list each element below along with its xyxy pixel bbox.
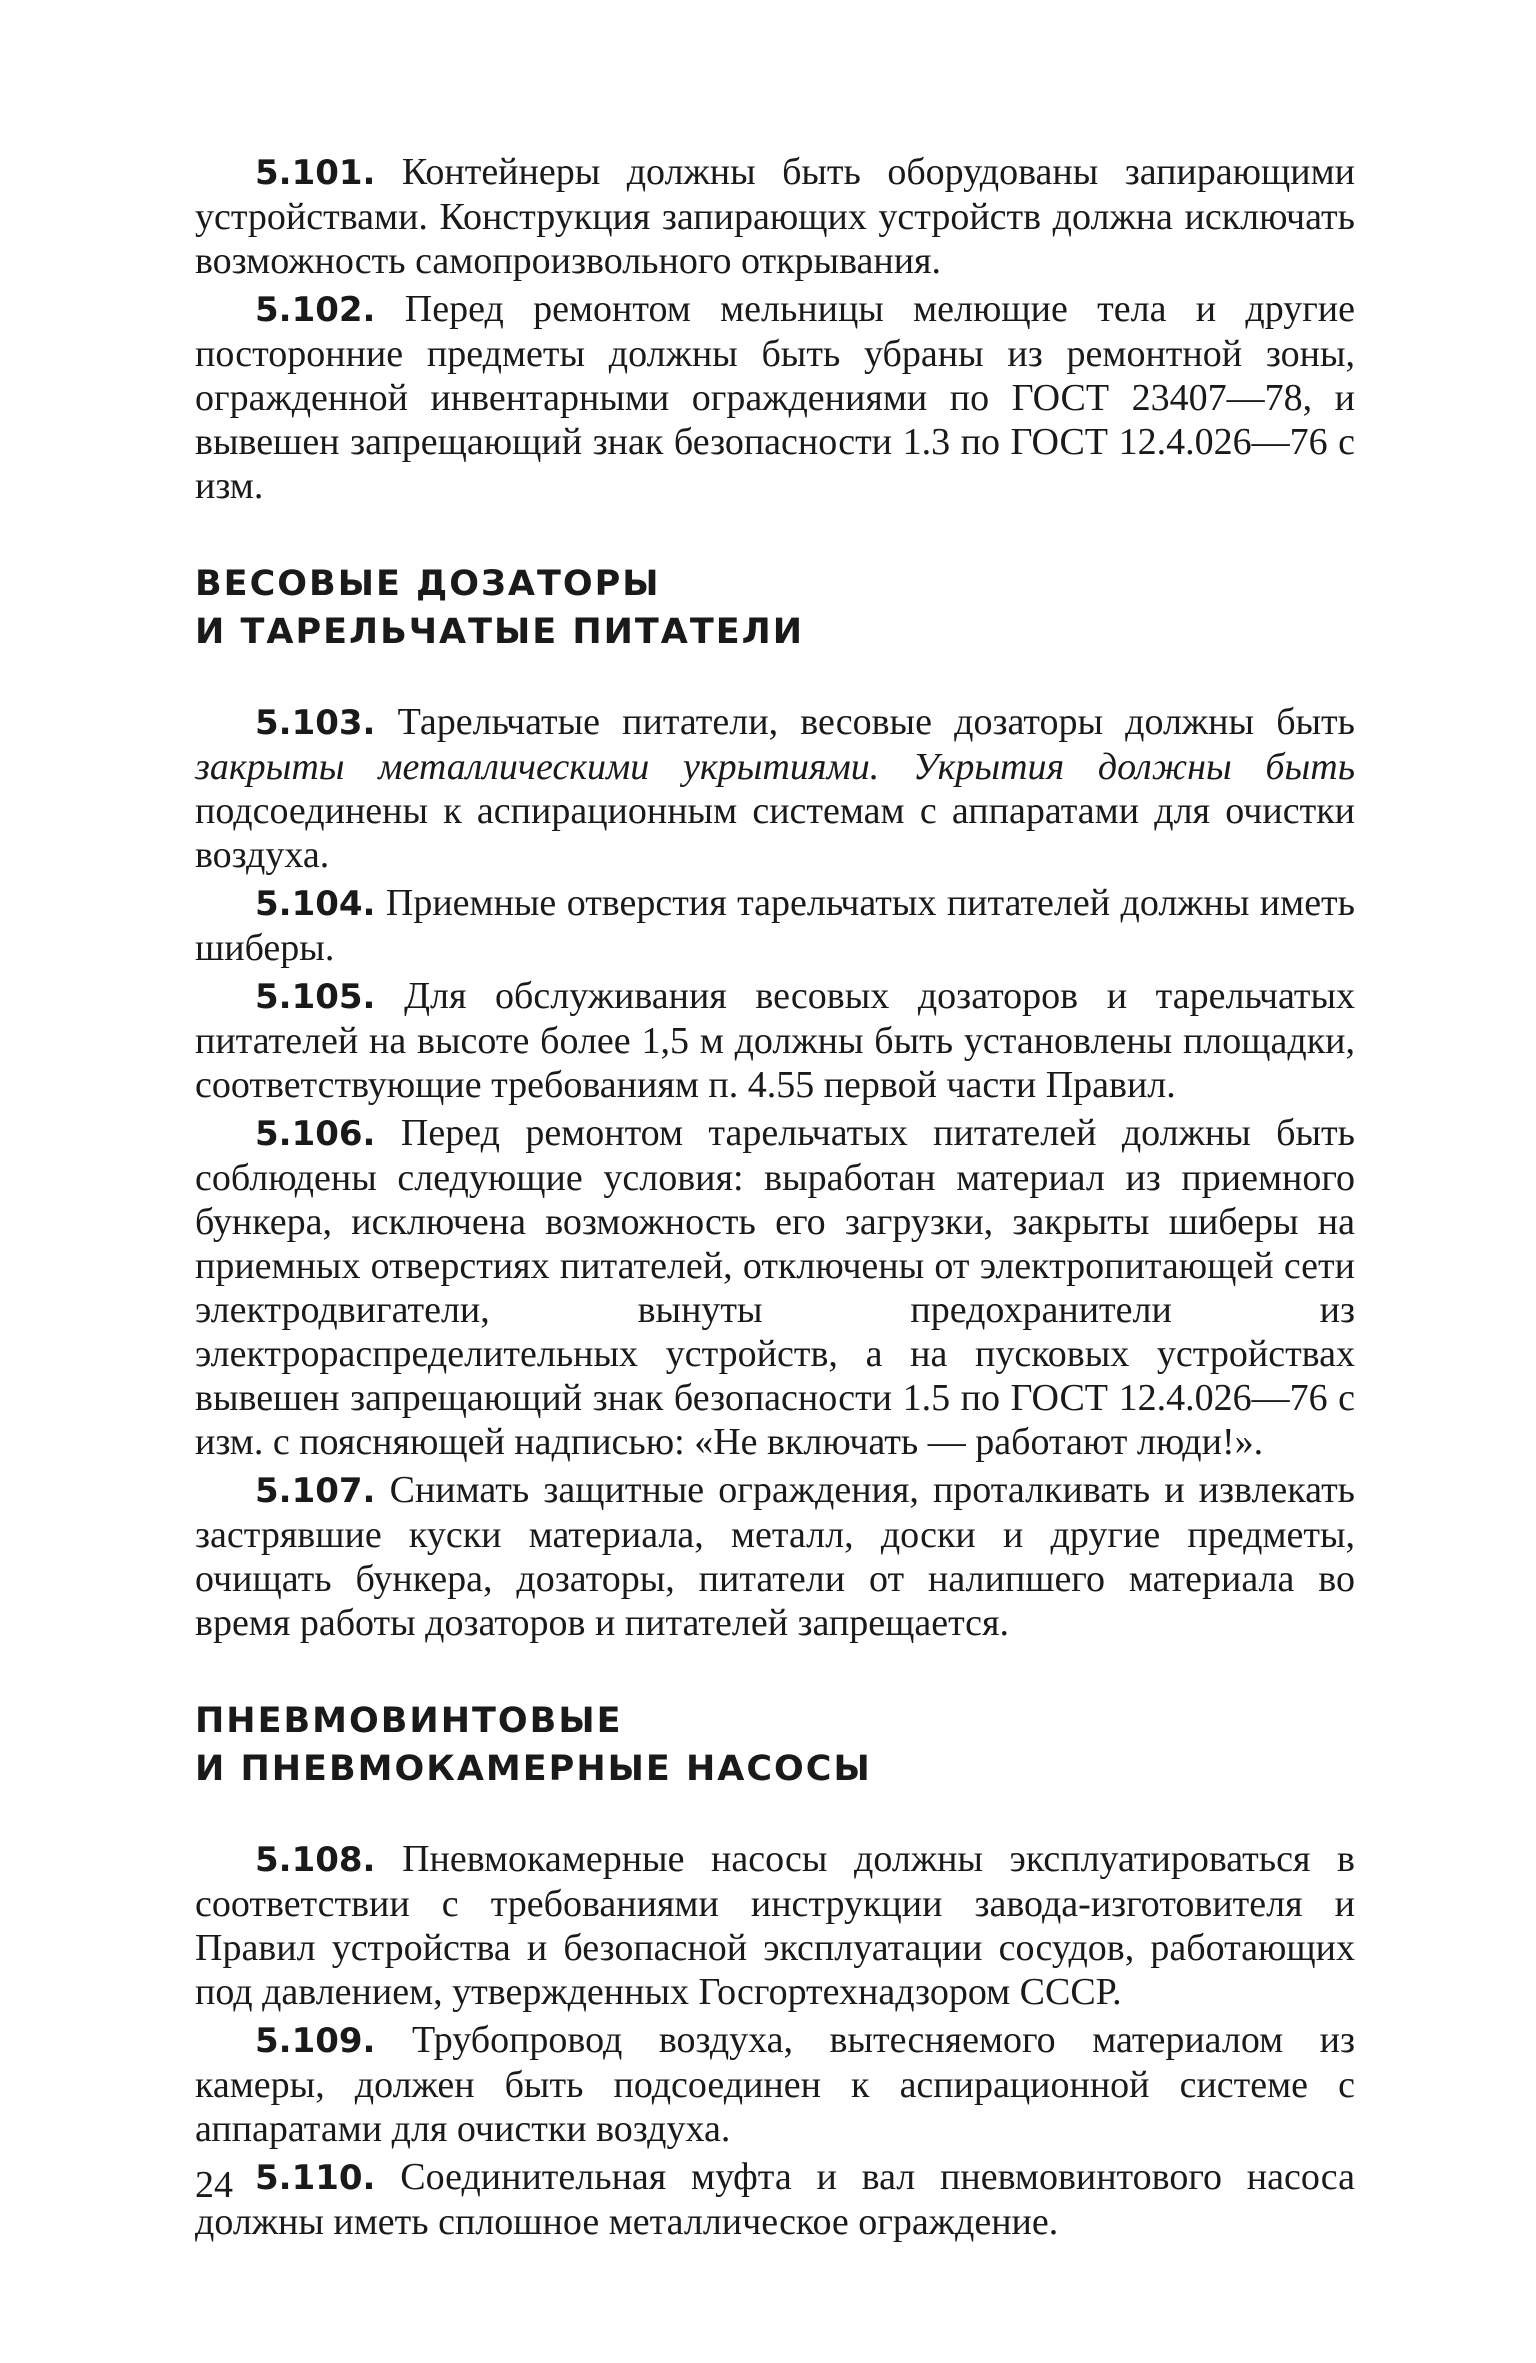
clause-text: Пневмокамерные насосы должны эксплуатироваться в соответствии с требованиями инструкции завода-изготовителя и Правил устройства и безопасной эксплуатации сосудов, работающих под давлением, утвержденных Госгортехнадзором СССР. xyxy=(195,1838,1356,2013)
heading-line: ПНЕВМОВИНТОВЫЕ xyxy=(195,1701,623,1741)
paragraph-5-106 xyxy=(195,1111,1355,1464)
paragraph-5-104 xyxy=(195,881,1355,970)
heading-line: ВЕСОВЫЕ ДОЗАТОРЫ xyxy=(195,564,661,604)
clause-number: 5.101. xyxy=(255,153,376,193)
page-number: 24 xyxy=(195,2164,233,2206)
paragraph-5-107 xyxy=(195,1468,1355,1645)
section-heading-pneumatic-pumps xyxy=(195,1697,1355,1793)
paragraph-5-108 xyxy=(195,1837,1355,2014)
clause-number: 5.106. xyxy=(255,1114,376,1154)
paragraph-5-103 xyxy=(195,700,1355,877)
clause-text: Снимать защитные ограждения, проталкивать и извлекать застрявшие куски материала, металл, доски и другие предметы, очищать бункера, дозаторы, питатели от налипшего материала во время работы дозаторов и питателей запрещается. xyxy=(195,1469,1355,1644)
clause-text: Соединительная муфта и вал пневмовинтового насоса должны иметь сплошное металлическое ограждение. xyxy=(195,2156,1355,2243)
clause-text: Трубопровод воздуха, вытесняемого материалом из камеры, должен быть подсоединен к аспирационной системе с аппаратами для очистки воздуха. xyxy=(195,2019,1356,2150)
heading-line: И ТАРЕЛЬЧАТЫЕ ПИТАТЕЛИ xyxy=(195,612,805,652)
clause-number: 5.108. xyxy=(255,1840,376,1880)
section-heading-weighing-dispensers xyxy=(195,560,1355,656)
clause-number: 5.107. xyxy=(255,1471,376,1511)
clause-number: 5.109. xyxy=(255,2021,376,2061)
clause-number: 5.102. xyxy=(255,290,376,330)
clause-text: Контейнеры должны быть оборудованы запирающими устройствами. Конструкция запирающих устройств должна исключать возможность самопроизвольного открывания. xyxy=(195,151,1356,282)
clause-text: Приемные отверстия тарельчатых питателей должны иметь шиберы. xyxy=(195,882,1355,969)
paragraph-5-105 xyxy=(195,974,1355,1107)
clause-number: 5.110. xyxy=(255,2158,376,2198)
document-page xyxy=(195,150,1355,2248)
paragraph-5-101 xyxy=(195,150,1355,283)
heading-line: И ПНЕВМОКАМЕРНЫЕ НАСОСЫ xyxy=(195,1749,872,1789)
paragraph-5-109 xyxy=(195,2018,1355,2151)
clause-text: Тарельчатые питатели, весовые дозаторы должны быть xyxy=(397,701,1355,743)
clause-text-italic: закрыты металлическими укрытиями. Укрытия должны быть xyxy=(195,746,1355,788)
paragraph-5-110 xyxy=(195,2155,1355,2244)
clause-number: 5.103. xyxy=(255,703,376,743)
paragraph-5-102 xyxy=(195,287,1355,508)
clause-text: Перед ремонтом мельницы мелющие тела и другие посторонние предметы должны быть убраны из ремонтной зоны, огражденной инвентарными ограждениями по ГОСТ 23407—78, и вывешен запрещающий знак безопасности 1.3 по ГОСТ 12.4.026—76 с изм. xyxy=(195,288,1356,507)
clause-number: 5.105. xyxy=(255,977,376,1017)
clause-text: Перед ремонтом тарельчатых питателей должны быть соблюдены следующие условия: выработан материал из приемного бункера, исключена возможность его загрузки, закрыты шиберы на приемных отверстиях питателей, отключены от электропитающей сети электродвигатели, вынуты предохранители из электрораспределительных устройств, а на пусковых устройствах вывешен запрещающий знак безопасности 1.5 по ГОСТ 12.4.026—76 с изм. с поясняющей надписью: «Не включать — работают люди!». xyxy=(195,1112,1355,1463)
clause-number: 5.104. xyxy=(255,884,376,924)
clause-text: Для обслуживания весовых дозаторов и тарельчатых питателей на высоте более 1,5 м должны быть установлены площадки, соответствующие требованиям п. 4.55 первой части Правил. xyxy=(195,975,1356,1106)
clause-text: подсоединены к аспирационным системам с аппаратами для очистки воздуха. xyxy=(195,790,1355,876)
